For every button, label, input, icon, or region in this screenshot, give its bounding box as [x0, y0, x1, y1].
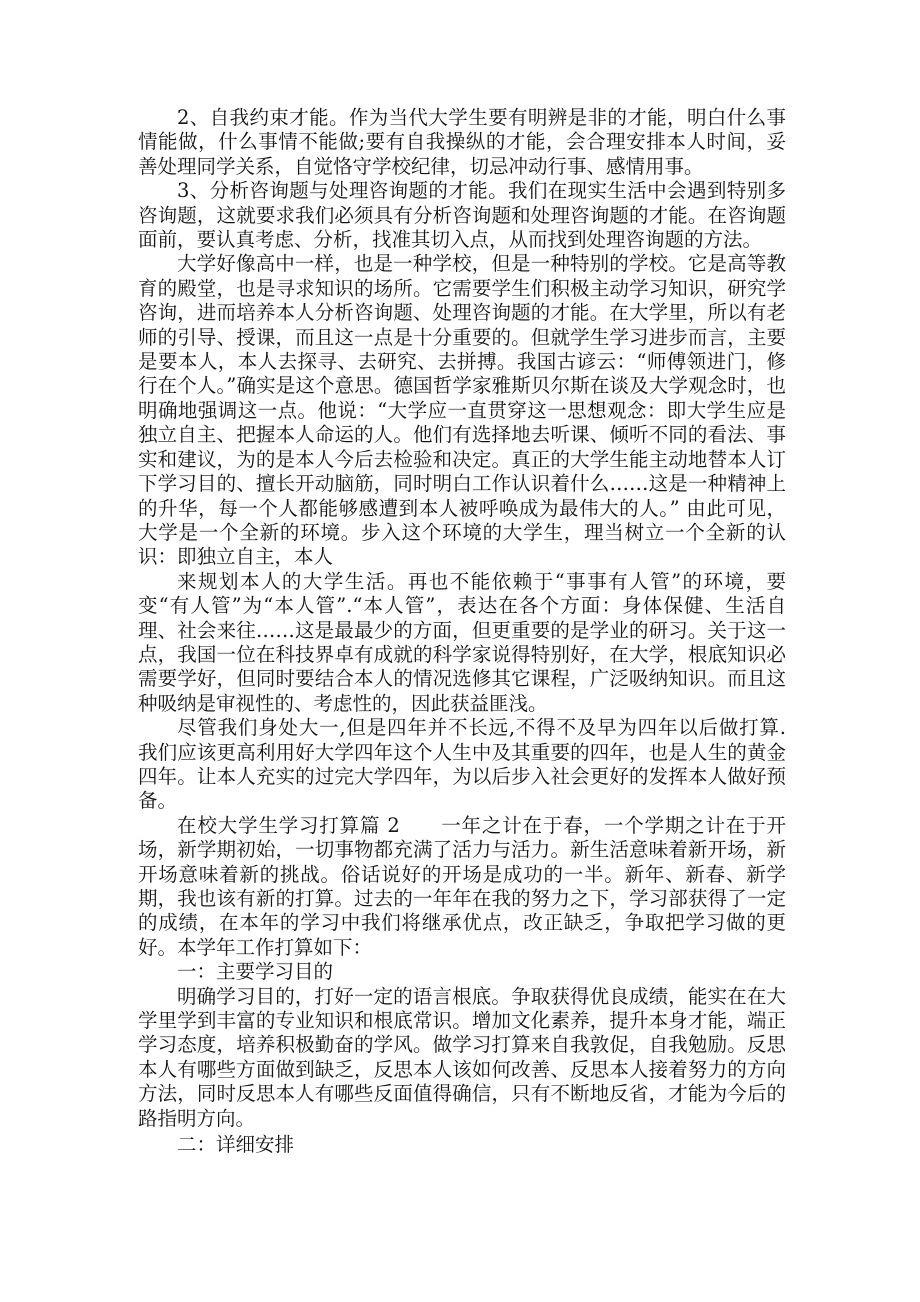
paragraph-four-years: 尽管我们身处大一,但是四年并不长远,不得不及早为四年以后做打算. 我们应该更高利用好大学四年这个人生中及其重要的四年，也是人生的黄金四年。让本人充实的过完大学四年，为以后步入社会更好的发挥本人做好预备。 — [138, 716, 786, 813]
paragraph-study-plan-2: 在校大学生学习打算篇 2 一年之计在于春，一个学期之计在于开场，新学期初始，一切事物都充满了活力与活力。新生活意味着新开场，新开场意味着新的挑战。俗话说好的开场是成功的一半。新年、新春、新学期，我也该有新的打算。过去的一年年在我的努力之下，学习部获得了一定的成绩，在本年的学习中我们将继承优点，改正缺乏，争取把学习做的更好。本学年工作打算如下： — [138, 813, 786, 959]
document-page — [138, 106, 786, 1157]
paragraph-self-discipline: 2、自我约束才能。作为当代大学生要有明辨是非的才能，明白什么事情能做，什么事情不能做;要有自我操纵的才能，会合理安排本人时间，妥善处理同学关系，自觉恪守学校纪律，切忌冲动行事、感情用事。 — [138, 106, 786, 178]
section-heading-goals: 一：主要学习目的 — [177, 960, 334, 984]
paragraph-goals-body: 明确学习目的，打好一定的语言根底。争取获得优良成绩，能实在在大学里学到丰富的专业知识和根底常识。增加文化素养，提升本身才能，端正学习态度，培养积极勤奋的学风。做学习打算来自我敦促，自我勉励。反思本人有哪些方面做到缺乏，反思本人该如何改善、反思本人接着努力的方向方法，同时反思本人有哪些反面值得确信，只有不断地反省，才能为今后的路指明方向。 — [138, 984, 786, 1130]
paragraph-university-nature: 大学好像高中一样，也是一种学校，但是一种特别的学校。它是高等教育的殿堂，也是寻求知识的场所。它需要学生们积极主动学习知识，研究学咨询，进而培养本人分析咨询题、处理咨询题的才能。在大学里，所以有老师的引导、授课，而且这一点是十分重要的。但就学生学习进步而言，主要是要本人，本人去探寻、去研究、去拼搏。我国古谚云：“师傅领进门，修行在个人。”确实是这个意思。德国哲学家雅斯贝尔斯在谈及大学观念时，也明确地强调这一点。他说：“大学应一直贯穿这一思想观念：即大学生应是独立自主、把握本人命运的人。他们有选择地去听课、倾听不同的看法、事实和建议，为的是本人今后去检验和决定。真正的大学生能主动地替本人订下学习目的、擅长开动脑筋，同时明白工作认识着什么……这是一种精神上的升华，每一个人都能够感遭到本人被呼唤成为最伟大的人。” 由此可见，大学是一个全新的环境。步入这个环境的大学生，理当树立一个全新的认识：即独立自主，本人 — [138, 252, 786, 569]
paragraph-problem-solving: 3、分析咨询题与处理咨询题的才能。我们在现实生活中会遇到特别多咨询题，这就要求我们必须具有分析咨询题和处理咨询题的才能。在咨询题面前，要认真考虑、分析，找准其切入点，从而找到处理咨询题的方法。 — [138, 179, 786, 252]
section-heading-arrangement: 二：详细安排 — [177, 1133, 295, 1157]
paragraph-self-planning: 来规划本人的大学生活。再也不能依赖于“事事有人管”的环境，要变“有人管”为“本人管”.“本人管”，表达在各个方面：身体保健、生活自理、社会来往……这是最最少的方面，但更重要的是学业的研习。关于这一点，我国一位在科技界卓有成就的科学家说得特别好，在大学，根底知识必需要学好，但同时要结合本人的情况选修其它课程，广泛吸纳知识。而且这种吸纳是审视性的、考虑性的，因此获益匪浅。 — [138, 569, 786, 715]
